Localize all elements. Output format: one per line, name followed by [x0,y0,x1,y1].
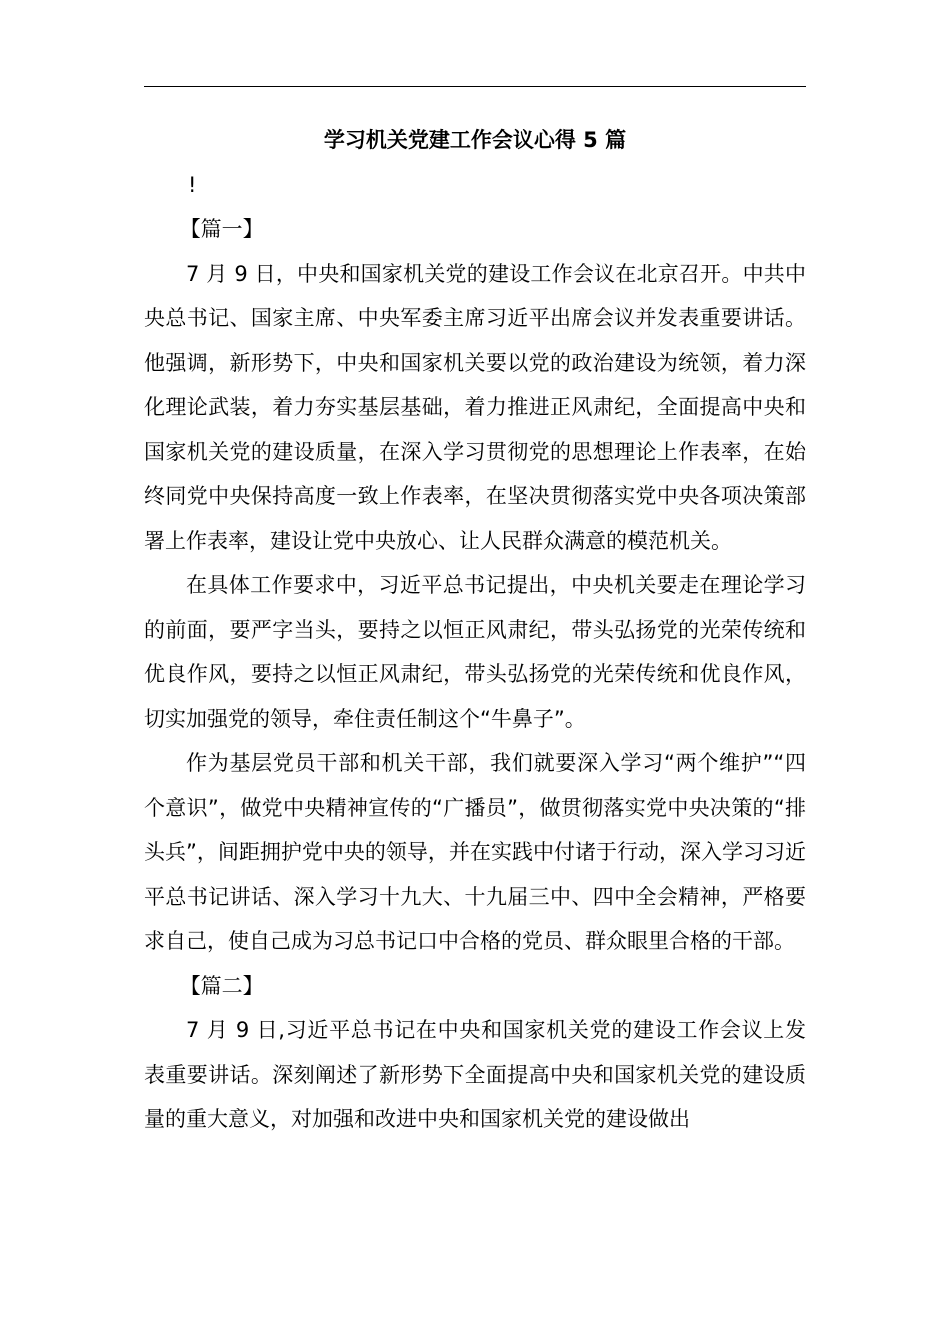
stray-mark: ! [188,173,197,197]
paragraph: 作为基层党员干部和机关干部，我们就要深入学习“两个维护”“四个意识”，做党中央精神宣传的“广播员”，做贯彻落实党中央决策的“排头兵”，间距拥护党中央的领导，并在实践中付诸于行动，深入学习习近平总书记讲话、深入学习十九大、十九届三中、四中全会精神，严格要求自己，使自己成为习总书记口中合格的党员、群众眼里合格的干部。 [144,751,806,953]
header-rule [144,86,806,87]
section-heading-1: 【篇一】 [179,217,264,241]
document-title: 学习机关党建工作会议心得 5 篇 [323,128,627,152]
paragraph: 7 月 9 日,习近平总书记在中央和国家机关党的建设工作会议上发表重要讲话。深刻阐述了新形势下全面提高中央和国家机关党的建设质量的重大意义，对加强和改进中央和国家机关党的建设做出 [144,1018,806,1131]
section-heading-2: 【篇二】 [179,973,264,998]
paragraph: 7 月 9 日，中央和国家机关党的建设工作会议在北京召开。中共中央总书记、国家主席、中央军委主席习近平出席会议并发表重要讲话。他强调，新形势下，中央和国家机关要以党的政治建设为统领，着力深化理论武装，着力夯实基层基础，着力推进正风肃纪，全面提高中央和国家机关党的建设质量，在深入学习贯彻党的思想理论上作表率，在始终同党中央保持高度一致上作表率，在坚决贯彻落实党中央各项决策部署上作表率，建设让党中央放心、让人民群众满意的模范机关。 [144,261,806,553]
document-body [144,207,806,1142]
paragraph: 在具体工作要求中，习近平总书记提出，中央机关要走在理论学习的前面，要严字当头，要持之以恒正风肃纪，带头弘扬党的光荣传统和优良作风，要持之以恒正风肃纪，带头弘扬党的光荣传统和优良作风，切实加强党的领导，牵住责任制这个“牛鼻子”。 [144,573,806,731]
